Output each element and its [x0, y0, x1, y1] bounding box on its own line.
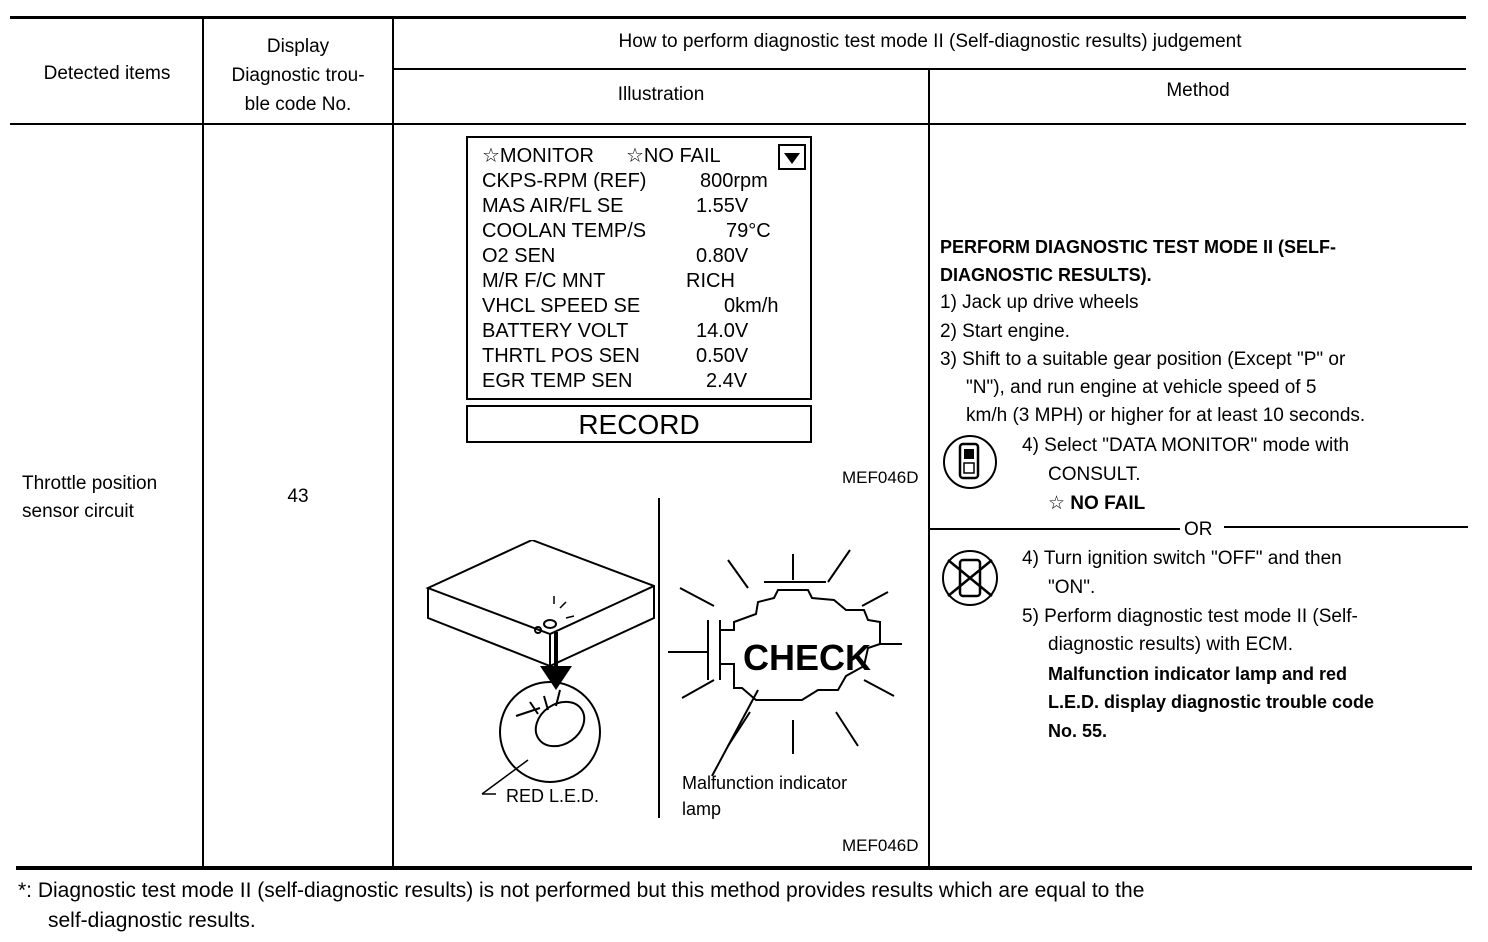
header-bottom-rule [10, 123, 1466, 125]
monitor-row-value: 0km/h [724, 295, 779, 317]
consult-step-4: 4) Select "DATA MONITOR" mode with [1022, 435, 1350, 456]
detected-item-line2: sensor circuit [22, 501, 134, 522]
or-rule-right [1224, 526, 1468, 528]
consult-no-fail: ☆ NO FAIL [1048, 493, 1146, 514]
footnote [18, 876, 1144, 936]
method-step-2: 2) Start engine. [940, 321, 1070, 342]
method-title-line1: PERFORM DIAGNOSTIC TEST MODE II (SELF- [940, 237, 1336, 257]
monitor-row-label: THRTL POS SEN [482, 345, 640, 367]
ecm-step-5c: Malfunction indicator lamp and red [1048, 664, 1348, 684]
monitor-row-label: MAS AIR/FL SE [482, 195, 624, 217]
monitor-header-left: ☆MONITOR [482, 145, 595, 167]
mil-label-line2: lamp [682, 799, 722, 819]
monitor-row-value: RICH [686, 270, 735, 292]
ecm-step-4: 4) Turn ignition switch "OFF" and then [1022, 548, 1342, 569]
consult-monitor-screen [466, 136, 812, 400]
method-step-1: 1) Jack up drive wheels [940, 292, 1139, 313]
red-led-label: RED L.E.D. [506, 786, 600, 806]
mil-label-line1: Malfunction indicator [682, 773, 848, 793]
or-label: OR [1184, 519, 1213, 540]
header-display-line2: Diagnostic trou- [231, 65, 365, 86]
header-display-code [204, 32, 392, 119]
ecm-step-5b: diagnostic results) with ECM. [1048, 634, 1293, 655]
ecm-step-5: 5) Perform diagnostic test mode II (Self- [1022, 606, 1358, 627]
col-divider-1 [202, 18, 204, 868]
table-top-rule [10, 16, 1466, 19]
header-display-line1: Display [266, 36, 330, 57]
monitor-row-value: 0.50V [696, 345, 749, 367]
monitor-row-label: O2 SEN [482, 245, 556, 267]
ecm-unit-icon [428, 540, 654, 666]
mil-label [682, 770, 847, 822]
trouble-code: 43 [287, 486, 309, 507]
monitor-row-value: 0.80V [696, 245, 749, 267]
header-how-to: How to perform diagnostic test mode II (Self-diagnostic results) judgement [618, 31, 1242, 52]
header-illustration: Illustration [617, 84, 705, 105]
record-button: RECORD [466, 405, 812, 443]
illustration-divider [658, 498, 660, 818]
monitor-row-value: 14.0V [696, 320, 749, 342]
monitor-header-right: ☆NO FAIL [626, 145, 721, 167]
header-display-line3: ble code No. [244, 94, 352, 115]
footnote-line1: *: Diagnostic test mode II (self-diagnostic results) is not performed but this method provides results which are equal to the [18, 879, 1145, 902]
monitor-row-value: 800rpm [700, 170, 768, 192]
ecm-step-4b: "ON". [1048, 577, 1096, 598]
ecm-step-5e: No. 55. [1048, 721, 1108, 741]
check-label: CHECK [743, 637, 872, 678]
monitor-row-value: 2.4V [706, 370, 748, 392]
col-divider-3 [928, 68, 930, 868]
monitor-row-label: BATTERY VOLT [482, 320, 629, 342]
monitor-row-label: M/R F/C MNT [482, 270, 606, 292]
monitor-row-label: CKPS-RPM (REF) [482, 170, 647, 192]
scroll-down-icon [778, 144, 806, 170]
method-step-3b: "N"), and run engine at vehicle speed of 5 [966, 377, 1317, 398]
no-consult-icon [940, 548, 1000, 608]
ecm-step-5d: L.E.D. display diagnostic trouble code [1048, 692, 1375, 712]
or-rule-left [930, 528, 1180, 530]
table-bottom-rule [16, 866, 1472, 870]
monitor-row-label: COOLAN TEMP/S [482, 220, 647, 242]
method-step-3a: 3) Shift to a suitable gear position (Except "P" or [940, 349, 1346, 370]
detected-item [22, 470, 157, 526]
monitor-row-value: 1.55V [696, 195, 749, 217]
monitor-row-label: EGR TEMP SEN [482, 370, 633, 392]
red-led-magnifier-icon [500, 682, 600, 782]
consult-step-4b: CONSULT. [1048, 464, 1141, 485]
figure-code-1: MEF046D [842, 468, 919, 487]
col-divider-2 [392, 18, 394, 868]
footnote-line2: self-diagnostic results. [48, 909, 256, 932]
method-step-3c: km/h (3 MPH) or higher for at least 10 seconds. [966, 405, 1366, 426]
monitor-row-value: 79°C [726, 220, 771, 242]
detected-item-line1: Throttle position [22, 473, 158, 494]
figure-code-2: MEF046D [842, 836, 919, 855]
method-title-line2: DIAGNOSTIC RESULTS). [940, 265, 1152, 285]
header-detected-items: Detected items [43, 63, 171, 84]
header-method: Method [1166, 80, 1230, 101]
malfunction-indicator-lamp-icon [668, 540, 918, 780]
monitor-row-label: VHCL SPEED SE [482, 295, 641, 317]
ecm-led-illustration [420, 540, 655, 810]
consult-tester-icon [942, 432, 1002, 492]
